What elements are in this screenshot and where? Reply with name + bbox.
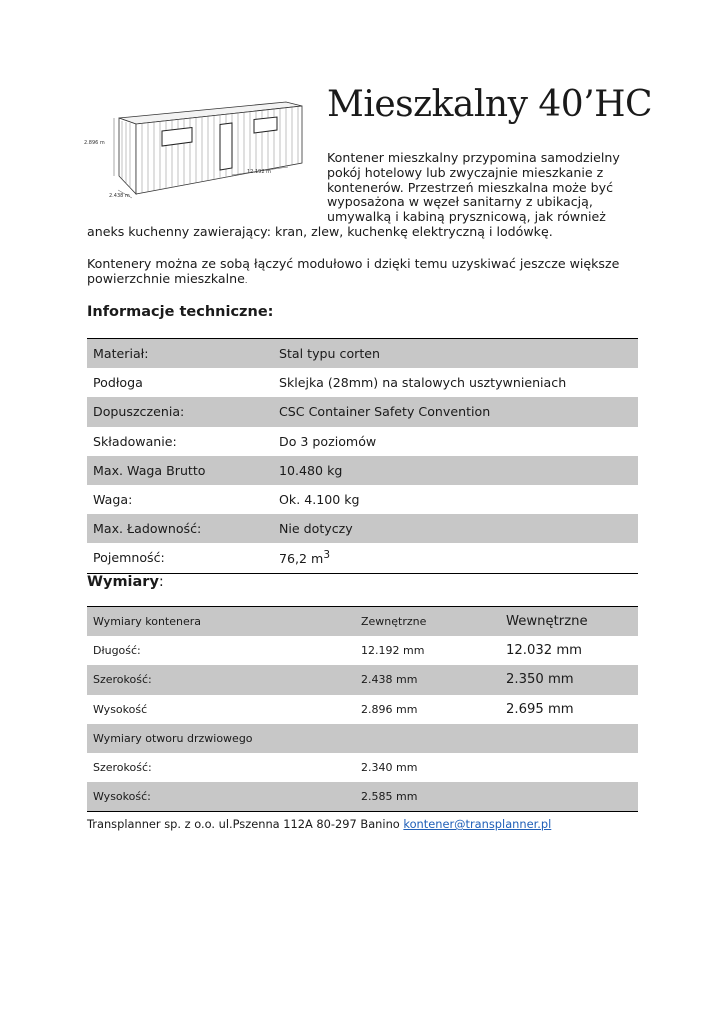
paragraph-line bbox=[87, 272, 627, 289]
table-row bbox=[87, 397, 638, 426]
intro-paragraph bbox=[87, 151, 627, 240]
footer bbox=[87, 817, 551, 831]
modular-paragraph bbox=[87, 257, 627, 289]
dim-external: 12.192 mm bbox=[361, 644, 425, 658]
dim-internal bbox=[500, 724, 638, 753]
dim-internal: Wewnętrzne bbox=[500, 607, 638, 637]
dim-internal bbox=[500, 782, 638, 812]
dim-internal: 2.350 mm bbox=[500, 665, 638, 694]
row-label: Składowanie: bbox=[93, 433, 177, 449]
row-value: Sklejka (28mm) na stalowych usztywnieniach bbox=[279, 375, 567, 391]
page-title: Mieszkalny 40’HC bbox=[327, 84, 653, 125]
row-value: Ok. 4.100 kg bbox=[279, 492, 360, 508]
dim-internal: 2.695 mm bbox=[506, 701, 574, 717]
dim-label: Wysokość: bbox=[87, 782, 355, 812]
paragraph-line-text: powierzchnie mieszkalne bbox=[87, 270, 245, 286]
paragraph-end-dot: . bbox=[244, 275, 248, 285]
table-row bbox=[87, 514, 638, 543]
dim-label: Długość: bbox=[93, 644, 141, 658]
table-row bbox=[87, 636, 638, 665]
dim-external: 2.896 mm bbox=[361, 702, 418, 716]
intro-line: aneks kuchenny zawierający: kran, zlew, kuchenkę elektryczną i lodówkę. bbox=[87, 223, 553, 239]
dimensions-heading-colon: : bbox=[158, 574, 164, 590]
dim-external: 2.585 mm bbox=[355, 782, 500, 812]
row-value: 10.480 kg bbox=[273, 456, 638, 485]
dim-external: 2.340 mm bbox=[361, 761, 418, 775]
intro-line: Kontener mieszkalny przypomina samodzielny bbox=[327, 150, 620, 165]
table-row bbox=[87, 695, 638, 724]
intro-line: wyposażona w węzeł sanitarny z ubikacją, bbox=[327, 194, 593, 210]
dim-external: 2.438 mm bbox=[355, 665, 500, 694]
footer-company: Transplanner sp. z o.o. ul.Pszenna 112A 80-297 Banino bbox=[87, 817, 404, 831]
row-value bbox=[273, 543, 638, 573]
row-value: Do 3 poziomów bbox=[279, 433, 377, 449]
capacity-unit-exponent: 3 bbox=[323, 549, 330, 562]
dim-external: Zewnętrzne bbox=[355, 607, 500, 637]
row-value: CSC Container Safety Convention bbox=[273, 397, 638, 426]
row-label: Podłoga bbox=[93, 375, 143, 391]
dim-label: Wysokość bbox=[93, 702, 148, 716]
intro-line: kontenerów. Przestrzeń mieszkalna może być bbox=[327, 179, 614, 195]
table-row bbox=[87, 753, 638, 782]
dimensions-heading-text: Wymiary bbox=[87, 574, 159, 590]
row-value: Nie dotyczy bbox=[273, 514, 638, 543]
dim-height-label: 2.896 m bbox=[84, 140, 105, 146]
row-label: Dopuszczenia: bbox=[87, 397, 273, 426]
row-label: Max. Ładowność: bbox=[87, 514, 273, 543]
table-row bbox=[87, 339, 638, 369]
table-row bbox=[87, 543, 638, 573]
table-row bbox=[87, 724, 638, 753]
dim-label: Wymiary otworu drzwiowego bbox=[87, 724, 355, 753]
intro-line: umywalką i kabiną prysznicową, jak również bbox=[327, 209, 606, 225]
row-label: Materiał: bbox=[87, 339, 273, 369]
dimensions-heading bbox=[87, 574, 164, 590]
table-row bbox=[87, 485, 638, 514]
row-label: Waga: bbox=[93, 492, 133, 508]
row-label: Max. Waga Brutto bbox=[87, 456, 273, 485]
table-row bbox=[87, 456, 638, 485]
paragraph-line: Kontenery można ze sobą łączyć modułowo i dzięki temu uzyskiwać jeszcze większe bbox=[87, 256, 620, 271]
dim-label: Wymiary kontenera bbox=[87, 607, 355, 637]
email-link[interactable]: kontener@transplanner.pl bbox=[403, 817, 552, 831]
dim-length-label: 12.192 m bbox=[247, 169, 271, 175]
table-row bbox=[87, 607, 638, 637]
dim-external bbox=[355, 724, 500, 753]
dimensions-table bbox=[87, 606, 638, 812]
dim-internal bbox=[500, 753, 638, 782]
dim-width-label: 2.438 m bbox=[109, 193, 130, 199]
table-row bbox=[87, 368, 638, 397]
intro-line: pokój hotelowy lub zwyczajnie mieszkanie z bbox=[327, 164, 604, 180]
table-row bbox=[87, 427, 638, 456]
tech-info-table bbox=[87, 338, 638, 574]
capacity-value: 76,2 m bbox=[279, 551, 324, 567]
row-value: Stal typu corten bbox=[273, 339, 638, 369]
table-row bbox=[87, 665, 638, 694]
row-label: Pojemność: bbox=[93, 550, 165, 566]
dim-internal: 12.032 mm bbox=[506, 643, 583, 659]
dim-label: Szerokość: bbox=[87, 665, 355, 694]
tech-info-heading: Informacje techniczne: bbox=[87, 304, 274, 320]
table-row bbox=[87, 782, 638, 812]
dim-label: Szerokość: bbox=[93, 761, 152, 775]
